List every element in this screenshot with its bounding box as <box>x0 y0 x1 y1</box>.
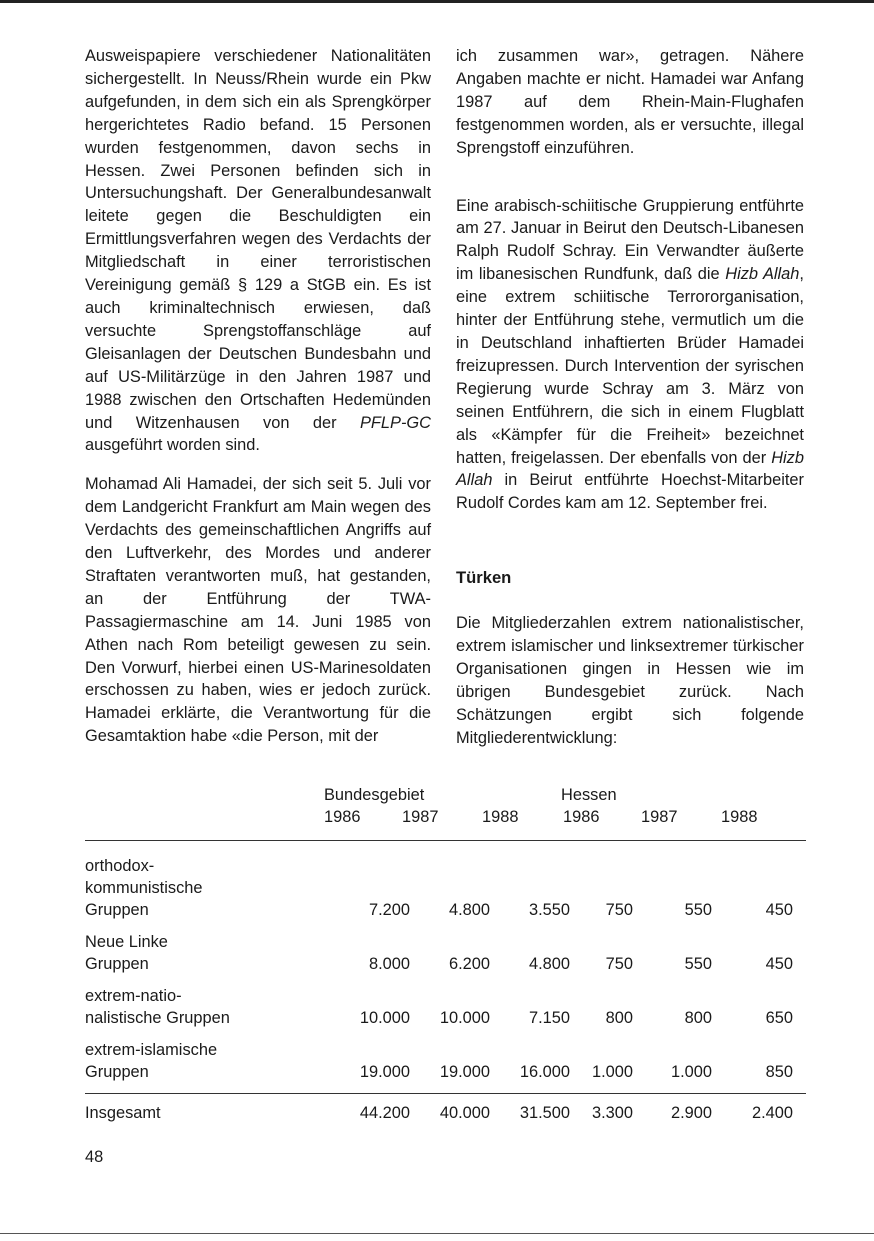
total-cell: 44.200 <box>359 1104 410 1122</box>
paragraph-text: , eine extrem schiitische Terrororganisation, hinter der Entführung stehe, vermutlich um die in Deutschland inhaftierten Brüder Hamadei freizupressen. Durch Intervention der syrischen Regierung wurde Schray am 3. März von seinen Entführern, die sich in einem Flugblatt als «Kämpfer für die Freiheit» bezeichnet hatten, freigelassen. Der ebenfalls von der <box>456 265 804 467</box>
group-header-hessen: Hessen <box>561 786 617 804</box>
section-heading: Türken <box>456 568 512 588</box>
table-row <box>85 985 806 1029</box>
total-cell: 2.900 <box>670 1104 712 1122</box>
table-cell: 450 <box>765 901 793 919</box>
table-cell: 6.200 <box>448 955 490 973</box>
paragraph-text: Eine arabisch-schiitische Gruppierung entführte am 27. Januar in Beirut den Deutsch-Libanesen Ralph Rudolf Schray. Ein Verwandter äußerte im libanesischen Rundfunk, daß die <box>456 196 804 284</box>
total-label: Insgesamt <box>85 1104 161 1122</box>
table-cell: 550 <box>684 955 712 973</box>
table-cell: 10.000 <box>359 1009 410 1027</box>
total-cell: 40.000 <box>439 1104 490 1122</box>
paragraph <box>456 612 804 749</box>
year-header: 1988 <box>721 808 758 826</box>
left-column <box>85 45 431 764</box>
right-column <box>456 45 804 766</box>
row-label-line: Gruppen <box>85 955 149 973</box>
row-label-line: extrem-natio- <box>85 987 182 1005</box>
table-row <box>85 1039 806 1083</box>
table-header-rule <box>85 840 806 841</box>
membership-table <box>85 784 806 1124</box>
row-label-line: Gruppen <box>85 901 149 919</box>
row-label-line: kommunistische <box>85 879 203 897</box>
table-cell: 8.000 <box>368 955 410 973</box>
table-cell: 750 <box>605 901 633 919</box>
row-label <box>85 985 315 1029</box>
row-label <box>85 855 315 921</box>
row-label-line: Gruppen <box>85 1063 149 1081</box>
page-number: 48 <box>85 1148 104 1166</box>
total-cell: 31.500 <box>519 1104 570 1122</box>
row-label-line: orthodox- <box>85 857 155 875</box>
year-header: 1986 <box>563 808 600 826</box>
paragraph <box>85 45 431 457</box>
table-cell: 750 <box>605 955 633 973</box>
group-header-bundesgebiet: Bundesgebiet <box>324 786 425 804</box>
bottom-rule <box>0 1233 874 1234</box>
total-cell: 2.400 <box>751 1104 793 1122</box>
paragraph <box>85 473 431 748</box>
table-cell: 7.200 <box>368 901 410 919</box>
table-cell: 4.800 <box>448 901 490 919</box>
table-row <box>85 931 806 975</box>
row-label <box>85 1039 315 1083</box>
table-cell: 19.000 <box>439 1063 490 1081</box>
row-label-line: extrem-islamische <box>85 1041 218 1059</box>
row-values <box>315 899 806 921</box>
table-cell: 16.000 <box>519 1063 570 1081</box>
table-year-header <box>85 806 806 828</box>
row-values <box>315 1061 806 1083</box>
paragraph-text: Ausweispapiere verschiedener Nationalitäten sichergestellt. In Neuss/Rhein wurde ein Pkw aufgefunden, in dem sich ein als Sprengkörper hergerichtetes Radio befand. 15 Personen wurden festgenommen, davon sechs in Hessen. Zwei Personen befinden sich in Untersuchungshaft. Der Generalbundesanwalt leitete gegen die Beschuldigten ein Ermittlungsverfahren wegen des Verdachts der Mitgliedschaft in einer terroristischen Vereinigung gemäß § 129 a StGB ein. Es ist auch kriminaltechnisch erwiesen, daß versuchte Sprengstoffanschläge auf Gleisanlagen der Deutschen Bundesbahn und auf US-Militärzüge in den Jahren 1987 und 1988 zwischen den Ortschaften Hedemünden und Witzenhausen von der <box>85 47 431 432</box>
row-values <box>315 1007 806 1029</box>
paragraph-text: ich zusammen war», getragen. Nähere Angaben machte er nicht. Hamadei war Anfang 1987 auf dem Rhein-Main-Flughafen festgenommen worden, als er versuchte, illegal Sprengstoff einzuführen. <box>456 47 804 157</box>
paragraph-text: ausgeführt worden sind. <box>85 436 260 455</box>
row-label-line: Neue Linke <box>85 933 168 951</box>
paragraph-text: in Beirut entführte Hoechst-Mitarbeiter Rudolf Cordes kam am 12. September frei. <box>456 471 804 513</box>
top-rule <box>0 0 874 3</box>
year-header: 1986 <box>324 808 361 826</box>
table-cell: 450 <box>765 955 793 973</box>
table-cell: 10.000 <box>439 1009 490 1027</box>
organisation-name: Hizb Allah <box>456 448 804 490</box>
table-group-header <box>85 784 806 806</box>
year-header: 1987 <box>641 808 678 826</box>
table-cell: 850 <box>765 1063 793 1081</box>
row-values <box>315 953 806 975</box>
table-cell: 550 <box>684 901 712 919</box>
table-row <box>85 855 806 921</box>
table-total-row <box>85 1102 806 1124</box>
paragraph <box>456 195 804 516</box>
table-cell: 19.000 <box>359 1063 410 1081</box>
row-label <box>85 931 315 975</box>
table-cell: 650 <box>765 1009 793 1027</box>
paragraph-text: Die Mitgliederzahlen extrem nationalistischer, extrem islamischer und linksextremer türkischer Organisationen gingen in Hessen wie im übrigen Bundesgebiet zurück. Nach Schätzungen ergibt sich folgende Mitgliederentwicklung: <box>456 614 804 747</box>
table-cell: 1.000 <box>670 1063 712 1081</box>
table-cell: 7.150 <box>528 1009 570 1027</box>
total-cell: 3.300 <box>591 1104 633 1122</box>
table-cell: 3.550 <box>528 901 570 919</box>
year-header: 1988 <box>482 808 519 826</box>
row-label-line: nalistische Gruppen <box>85 1009 230 1027</box>
total-values <box>315 1102 806 1124</box>
paragraph-text: Mohamad Ali Hamadei, der sich seit 5. Juli vor dem Landgericht Frankfurt am Main wegen des Verdachts des gemeinschaftlichen Angriffs auf den Luftverkehr, des Mordes und anderer Straftaten verantworten muß, hat gestanden, an der Entführung der TWA-Passagiermaschine am 14. Juni 1985 von Athen nach Rom beteiligt gewesen zu sein. Den Vorwurf, hierbei einen US-Marinesoldaten erschossen zu haben, wies er jedoch zurück. Hamadei erklärte, die Verantwortung für die Gesamtaktion habe «die Person, mit der <box>85 475 431 746</box>
table-total-rule <box>85 1093 806 1094</box>
table-cell: 1.000 <box>591 1063 633 1081</box>
table-cell: 800 <box>684 1009 712 1027</box>
paragraph <box>456 45 804 160</box>
table-cell: 800 <box>605 1009 633 1027</box>
table-cell: 4.800 <box>528 955 570 973</box>
year-header: 1987 <box>402 808 439 826</box>
organisation-name: PFLP-GC <box>359 413 431 432</box>
organisation-name: Hizb Allah <box>725 265 800 284</box>
